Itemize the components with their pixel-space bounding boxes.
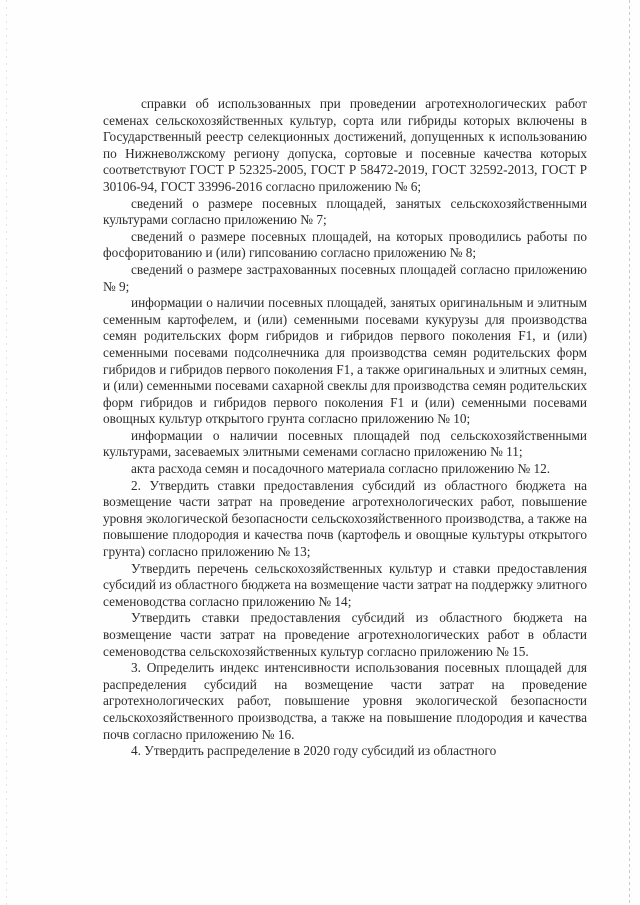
- paragraph: Утвердить ставки предоставления субсидий из областного бюджета на возмещение части затрат на проведение агротехнологических работ в области семеноводства сельскохозяйственных культур согласно приложению № 15.: [103, 610, 587, 659]
- paragraph: 2. Утвердить ставки предоставления субсидий из областного бюджета на возмещение части затрат на проведение агротехнологических работ, повышение уровня экологической безопасности сельскохозяйственного производства, а также на повышение плодородия и качества почв (картофель и овощные культуры открытого грунта) согласно приложению № 13;: [103, 477, 587, 560]
- paragraph: 4. Утвердить распределение в 2020 году субсидий из областного: [131, 743, 497, 759]
- paragraph: информации о наличии посевных площадей под сельскохозяйственными культурами, засеваемых элитными семенами согласно приложению № 11;: [103, 427, 587, 460]
- document-body: [103, 96, 587, 760]
- paragraph: сведений о размере посевных площадей, на которых проводились работы по фосфоритованию и (или) гипсованию согласно приложению № 8;: [103, 228, 587, 261]
- paragraph: сведений о размере посевных площадей, занятых сельскохозяйственными культурами согласно приложению № 7;: [103, 195, 587, 228]
- scan-edge-right: [629, 0, 630, 905]
- scan-edge-left: [6, 0, 7, 905]
- paragraph: 3. Определить индекс интенсивности использования посевных площадей для распределения субсидий на возмещение части затрат на проведение агротехнологических работ, повышение уровня экологической безопасности сельскохозяйственного производства, а также на повышение плодородия и качества почв согласно приложению № 16.: [103, 660, 587, 742]
- paragraph: акта расхода семян и посадочного материала согласно приложению № 12.: [131, 461, 551, 477]
- paragraph: Утвердить перечень сельскохозяйственных культур и ставки предоставления субсидий из областного бюджета на возмещение части затрат на поддержку элитного семеноводства согласно приложению № 14;: [103, 560, 587, 609]
- paragraph: справки об использованных при проведении агротехнологических работ семенах сельскохозяйственных культур, сорта или гибриды которых включены в Государственный реестр селекционных достижений, допущенных к использованию по Нижневолжскому региону допуска, сортовые и посевные качества которых соответствуют ГОСТ Р 52325-2005, ГОСТ Р 58472-2019, ГОСТ 32592-2013, ГОСТ Р 30106-94, ГОСТ 33996-2016 согласно приложению № 6;: [103, 96, 587, 194]
- paragraph: информации о наличии посевных площадей, занятых оригинальным и элитным семенным картофелем, и (или) семенными посевами кукурузы для производства семян родительских форм гибридов и гибридов первого поколения F1, и (или) семенными посевами подсолнечника для производства семян родительских форм гибридов и гибридов первого поколения F1, а также оригинальных и элитных семян, и (или) семенными посевами сахарной свеклы для производства семян родительских форм гибридов и гибридов первого поколения F1 и (или) семенными посевами овощных культур открытого грунта согласно приложению № 10;: [103, 295, 587, 427]
- paragraph: сведений о размере застрахованных посевных площадей согласно приложению № 9;: [103, 261, 587, 294]
